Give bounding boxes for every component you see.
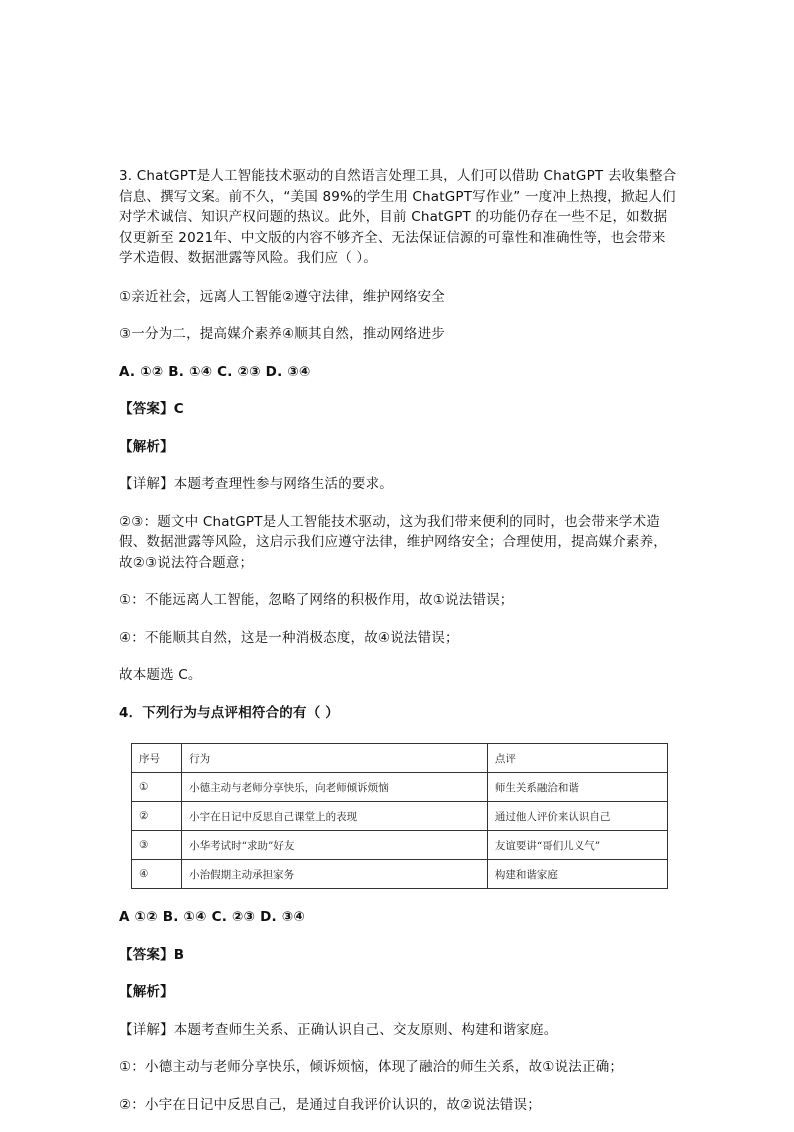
table-cell: 小宇在日记中反思自己课堂上的表现 [182,802,488,831]
question-3-explanation-3: ④：不能顺其自然，这是一种消极态度，故④说法错误； [119,629,459,646]
question-3-options-line-1: ①亲近社会，远离人工智能②遵守法律，维护网络安全 [119,288,446,305]
table-cell: ③ [132,831,182,860]
table-header-cell: 行为 [182,744,488,773]
question-4-answer: 【答案】B [119,946,185,963]
table-row [132,802,668,831]
question-3-choices: A. ①② B. ①④ C. ②③ D. ③④ [119,363,311,380]
question-3-explanation-2: ①：不能远离人工智能，忽略了网络的积极作用，故①说法错误； [119,592,514,608]
table-row [132,831,668,860]
question-3-conclusion: 故本题选 C。 [119,667,202,683]
table-row [132,773,668,802]
question-4-detail: 【详解】本题考查师生关系、正确认识自己、交友原则、构建和谐家庭。 [119,1021,558,1038]
question-4-explanation-1: ①：小德主动与老师分享快乐，倾诉烦恼，体现了融洽的师生关系，故①说法正确； [119,1059,624,1075]
table-header-cell: 点评 [487,744,667,773]
question-4-choices: A ①② B. ①④ C. ②③ D. ③④ [119,909,305,925]
question-3-analysis-label: 【解析】 [119,438,174,455]
question-3-options-line-2: ③一分为二，提高媒介素养④顺其自然，推动网络进步 [119,326,446,342]
table-cell: 小治假期主动承担家务 [182,860,488,889]
table-row [132,860,668,889]
table-cell: ② [132,802,182,831]
question-3-detail: 【详解】本题考查理性参与网络生活的要求。 [119,476,393,492]
question-3-stem: 3. ChatGPT是人工智能技术驱动的自然语言处理工具，人们可以借助 ChatGPT 去收集整合信息、撰写文案。前不久，“美国 89%的学生用 ChatGPT写作业” 一度冲上热搜，掀起人们对学术诚信、知识产权问题的热议。此外，目前 ChatGPT 的功能仍存在一些不足，如数据仅更新至 2021年、中文版的内容不够齐全、无法保证信源的可靠性和准确性等，也会带来学术造假、数据泄露等风险。我们应（ ）。 [119,168,677,266]
question-3-explanation-1: ②③：题文中 ChatGPT是人工智能技术驱动，这为我们带来便利的同时，也会带来学术造假、数据泄露等风险，这启示我们应遵守法律，维护网络安全；合理使用，提高媒介素养，故②③说法符合题意； [119,513,667,571]
question-4-analysis-label: 【解析】 [119,984,174,1000]
table-cell: 小德主动与老师分享快乐，向老师倾诉烦恼 [182,773,488,802]
question-3-answer: 【答案】C [119,401,184,417]
question-4-explanation-2: ②：小宇在日记中反思自己，是通过自我评价认识的，故②说法错误； [119,1096,541,1113]
table-cell: 构建和谐家庭 [487,860,667,889]
table-header-cell: 序号 [132,744,182,773]
document-page [119,166,679,1132]
table-cell: 小华考试时“求助”好友 [182,831,488,860]
table-header-row [132,744,668,773]
question-4-table [131,743,668,889]
question-4-stem: 4．下列行为与点评相符合的有（ ） [119,704,339,721]
table-cell: 师生关系融洽和谐 [487,773,667,802]
table-cell: 友谊要讲“哥们儿义气” [487,831,667,860]
table-cell: ④ [132,860,182,889]
table-cell: 通过他人评价来认识自己 [487,802,667,831]
table-cell: ① [132,773,182,802]
